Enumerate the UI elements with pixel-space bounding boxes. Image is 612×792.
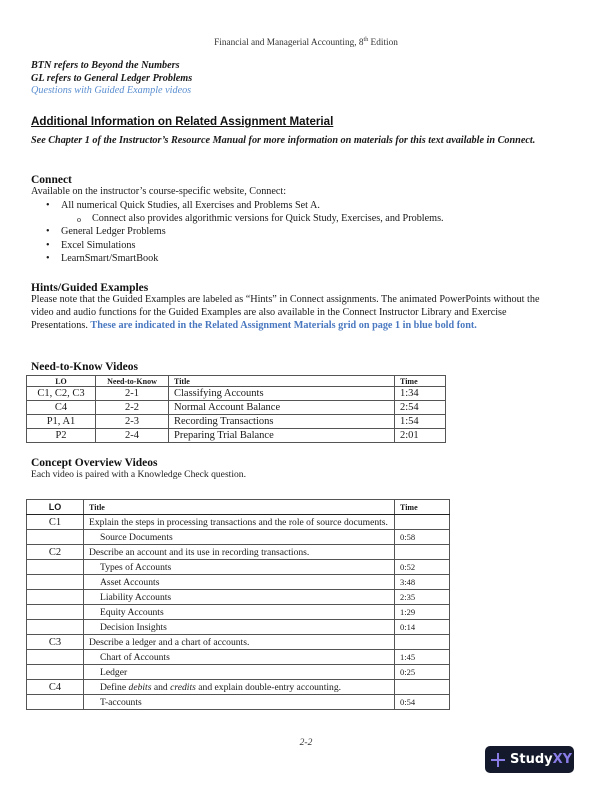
connect-section	[31, 174, 561, 265]
table-row	[27, 665, 450, 680]
concept-overview-table	[26, 499, 450, 710]
cell-title: Describe an account and its use in recording transactions.	[84, 545, 395, 560]
cell-lo: P2	[27, 429, 96, 443]
cell-lo: C3	[27, 635, 84, 650]
cell-time: 2:54	[395, 401, 446, 415]
cell-title: Normal Account Balance	[169, 401, 395, 415]
plus-icon	[491, 753, 505, 767]
header-sup: th	[363, 37, 369, 43]
cell-time	[395, 545, 450, 560]
cell-lo: C4	[27, 401, 96, 415]
cell-time	[395, 680, 450, 695]
list-subitem: o Connect also provides algorithmic versions for Quick Study, Exercises, and Problems.	[31, 212, 561, 225]
cell-time: 0:14	[395, 620, 450, 635]
table-row	[27, 387, 446, 401]
c4-debits: debits	[128, 681, 152, 693]
cell-lo	[27, 590, 84, 605]
hints-section	[31, 282, 561, 332]
cell-title: Asset Accounts	[84, 575, 395, 590]
table-row	[27, 530, 450, 545]
cell-title: Decision Insights	[84, 620, 395, 635]
cell-lo	[27, 575, 84, 590]
cell-time: 2:01	[395, 429, 446, 443]
list-item: • LearnSmart/SmartBook	[31, 252, 561, 265]
cell-ntk: 2-2	[96, 401, 169, 415]
cell-time: 1:29	[395, 605, 450, 620]
cell-lo	[27, 665, 84, 680]
table-row	[27, 620, 450, 635]
list-item: • Excel Simulations	[31, 239, 561, 252]
cell-ntk: 2-4	[96, 429, 169, 443]
cell-lo: C1, C2, C3	[27, 387, 96, 401]
ntk-heading: Need-to-Know Videos	[31, 361, 139, 373]
col-title: Title	[169, 376, 395, 387]
cell-title: Explain the steps in processing transactions and the role of source documents.	[84, 515, 395, 530]
connect-intro: Available on the instructor’s course-specific website, Connect:	[31, 186, 287, 197]
header-title-suffix: Edition	[368, 38, 398, 49]
cov-subtext: Each video is paired with a Knowledge Check question.	[31, 469, 247, 480]
cell-lo: C4	[27, 680, 84, 695]
cell-time: 2:35	[395, 590, 450, 605]
cell-title: T-accounts	[84, 695, 395, 710]
page-header	[0, 37, 612, 48]
table-row	[27, 401, 446, 415]
hints-heading: Hints/Guided Examples	[31, 282, 149, 294]
table-row	[27, 695, 450, 710]
cell-title: Types of Accounts	[84, 560, 395, 575]
badge-label: Study	[510, 752, 553, 767]
col-time: Time	[395, 500, 450, 515]
cell-title	[84, 680, 395, 695]
studyxy-badge[interactable]	[485, 746, 574, 773]
cell-time: 0:52	[395, 560, 450, 575]
cov-heading: Concept Overview Videos	[31, 457, 158, 469]
table-row	[27, 515, 450, 530]
legend-btn: BTN refers to Beyond the Numbers	[31, 60, 180, 71]
list-item: • General Ledger Problems	[31, 225, 561, 238]
table-row	[27, 635, 450, 650]
table-row	[27, 575, 450, 590]
cell-lo	[27, 620, 84, 635]
cell-title: Recording Transactions	[169, 415, 395, 429]
cell-title: Ledger	[84, 665, 395, 680]
cell-time	[395, 635, 450, 650]
col-need-to-know: Need-to-Know	[96, 376, 169, 387]
cell-lo	[27, 695, 84, 710]
cell-title: Classifying Accounts	[169, 387, 395, 401]
cell-lo	[27, 530, 84, 545]
cell-time: 3:48	[395, 575, 450, 590]
table-row	[27, 605, 450, 620]
col-lo: LO	[27, 376, 96, 387]
section-title: Additional Information on Related Assignment Material	[31, 115, 334, 128]
c4-text: and	[151, 681, 171, 693]
cov-section-header	[31, 457, 561, 482]
cell-lo	[27, 560, 84, 575]
cell-ntk: 2-1	[96, 387, 169, 401]
badge-label-accent: XY	[552, 752, 573, 767]
cell-time: 0:54	[395, 695, 450, 710]
cell-lo: C2	[27, 545, 84, 560]
c4-credits: credits	[170, 681, 196, 693]
cell-time	[395, 515, 450, 530]
legend-gl: GL refers to General Ledger Problems	[31, 72, 193, 84]
need-to-know-table	[26, 375, 446, 443]
table-row	[27, 590, 450, 605]
table-row	[27, 545, 450, 560]
cell-lo	[27, 650, 84, 665]
cell-time: 0:25	[395, 665, 450, 680]
c4-text: Define	[100, 681, 129, 693]
col-title: Title	[84, 500, 395, 515]
connect-list	[31, 199, 561, 265]
cell-title: Equity Accounts	[84, 605, 395, 620]
cell-lo: C1	[27, 515, 84, 530]
cell-title: Source Documents	[84, 530, 395, 545]
cell-lo: P1, A1	[27, 415, 96, 429]
c4-text: and explain double-entry accounting.	[195, 681, 342, 693]
cell-title: Preparing Trial Balance	[169, 429, 395, 443]
see-note: See Chapter 1 of the Instructor’s Resource Manual for more information on materials for this text available in Connect.	[31, 135, 536, 146]
hints-text	[31, 294, 561, 332]
list-item: • All numerical Quick Studies, all Exercises and Problems Set A.	[31, 199, 561, 212]
cell-time: 1:45	[395, 650, 450, 665]
cell-time: 0:58	[395, 530, 450, 545]
cell-lo	[27, 605, 84, 620]
hints-body: Please note that the Guided Examples are labeled as “Hints” in Connect assignments. The animated PowerPoints without the video and audio functions for the Guided Examples are also available in the Connect Instructor Library and Exercise Presentations.	[31, 294, 540, 331]
table-row	[27, 560, 450, 575]
cell-ntk: 2-3	[96, 415, 169, 429]
table-row	[27, 680, 450, 695]
legend-guided: Questions with Guided Example videos	[31, 85, 192, 96]
col-time: Time	[395, 376, 446, 387]
hints-highlight: These are indicated in the Related Assignment Materials grid on page 1 in blue bold font.	[90, 319, 477, 331]
table-row	[27, 415, 446, 429]
table-row	[27, 429, 446, 443]
header-title: Financial and Managerial Accounting, 8	[214, 38, 364, 49]
table-row	[27, 650, 450, 665]
cell-title: Liability Accounts	[84, 590, 395, 605]
page-number: 2-2	[299, 738, 313, 748]
cell-title: Describe a ledger and a chart of accounts.	[84, 635, 395, 650]
cell-time: 1:54	[395, 415, 446, 429]
connect-heading: Connect	[31, 174, 72, 186]
col-lo: LO	[27, 500, 84, 515]
legend-block	[31, 60, 192, 98]
cell-title: Chart of Accounts	[84, 650, 395, 665]
cell-time: 1:34	[395, 387, 446, 401]
